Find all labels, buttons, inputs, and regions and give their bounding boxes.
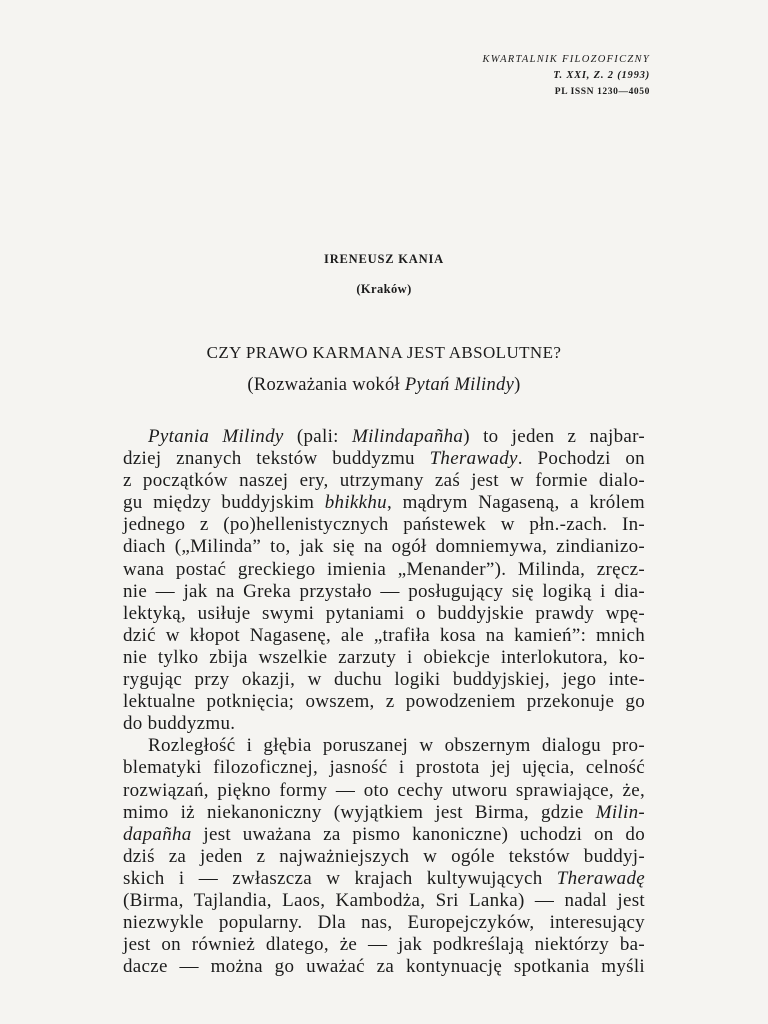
- paragraph: [123, 735, 645, 978]
- text-line: [123, 426, 645, 448]
- text-line: [123, 470, 645, 492]
- text-run: wana postać greckiego imienia „Menander”). Milinda, zręcz-: [123, 558, 645, 580]
- text-run: mimo iż niekanoniczny (wyjątkiem jest Birma, gdzie: [123, 801, 596, 823]
- text-run: jest uważana za pismo kanoniczne) uchodzi on do: [191, 823, 645, 845]
- text-line: [123, 536, 645, 558]
- text-run: nie tylko zbija wszelkie zarzuty i obiekcje interlokutora, ko-: [123, 646, 645, 668]
- text-run: z początków naszej ery, utrzymany zaś jest w formie dialo-: [123, 470, 645, 492]
- text-line: [123, 492, 645, 514]
- text-line: [123, 603, 645, 625]
- text-run: , mądrym Nagaseną, a królem: [386, 492, 645, 514]
- text-run: jest on również dlatego, że — jak podkreślają niektórzy ba-: [123, 934, 645, 956]
- text-run: dzić w kłopot Nagasenę, ale „trafiła kosa na kamień”: mnich: [123, 624, 645, 646]
- italic-term: Therawadę: [556, 867, 645, 889]
- text-run: dziś za jeden z najważniejszych w ogóle tekstów buddyj-: [123, 845, 645, 867]
- text-line: [123, 625, 645, 647]
- text-line: [123, 448, 645, 470]
- journal-header: [482, 52, 650, 100]
- article-subtitle: [123, 373, 645, 397]
- text-run: dziej znanych tekstów buddyzmu: [123, 448, 430, 470]
- italic-term: bhikkhu: [324, 492, 387, 514]
- subtitle-italic-title: Pytań Milindy: [404, 375, 515, 395]
- paragraph: [123, 426, 645, 735]
- text-run: lektyką, usiłuje swymi pytaniami o buddyjskie prawdy wpę-: [123, 602, 645, 624]
- text-run: diach („Milinda” to, jak się na ogół domniemywa, zindianizo-: [123, 536, 645, 558]
- text-run: ) to jeden z najbar-: [463, 426, 646, 447]
- text-line: [123, 514, 645, 536]
- article-author: IRENEUSZ KANIA: [324, 252, 444, 266]
- text-run: . Pochodzi on: [517, 448, 645, 470]
- text-line: [123, 780, 645, 802]
- text-run: niezwykle popularny. Dla nas, Europejczyków, interesujący: [123, 912, 645, 934]
- text-line: [123, 956, 645, 978]
- text-run: (pali:: [283, 426, 352, 447]
- italic-term: Milindapañha: [351, 426, 464, 447]
- journal-name: KWARTALNIK FILOZOFICZNY: [482, 54, 650, 65]
- italic-term: Pytania Milindy: [148, 426, 284, 447]
- journal-issn: PL ISSN 1230—4050: [554, 87, 650, 97]
- journal-issue: T. XXI, Z. 2 (1993): [553, 70, 650, 81]
- text-line: [123, 735, 645, 757]
- text-line: [123, 713, 645, 735]
- subtitle-text: (Rozważania wokół: [247, 375, 405, 395]
- text-run: dacze — można go uważać za kontynuację spotkania myśli: [123, 956, 645, 978]
- text-run: gu między buddyjskim: [123, 492, 325, 514]
- text-line: [123, 912, 645, 934]
- text-line: [123, 559, 645, 581]
- text-line: [123, 647, 645, 669]
- text-run: blematyki filozoficznej, jasność i prostota jej ujęcia, celność: [123, 757, 645, 779]
- text-run: (Birma, Tajlandia, Laos, Kambodża, Sri Lanka) — nadal jest: [123, 889, 645, 911]
- text-run: rozwiązań, piękno formy — oto cechy utworu sprawiające, że,: [123, 779, 645, 801]
- text-run: nie — jak na Greka przystało — posługujący się logiką i dia-: [123, 580, 645, 602]
- text-run: Rozległość i głębia poruszanej w obszernym dialogu pro-: [148, 735, 645, 757]
- text-line: [123, 691, 645, 713]
- subtitle-text: ): [514, 375, 521, 395]
- text-run: rygując przy okazji, w duchu logiki buddyjskiej, jego inte-: [123, 669, 645, 691]
- text-line: [123, 934, 645, 956]
- text-run: jednego z (po)hellenistycznych państewek w płn.-zach. In-: [123, 514, 645, 536]
- text-line: [123, 581, 645, 603]
- text-line: [123, 846, 645, 868]
- text-line: [123, 757, 645, 779]
- italic-term: Milin-: [595, 801, 645, 823]
- italic-term: Therawady: [429, 448, 518, 470]
- text-line: [123, 868, 645, 890]
- article-body: [123, 426, 645, 978]
- article-title: CZY PRAWO KARMANA JEST ABSOLUTNE?: [206, 343, 562, 362]
- author-affiliation: (Kraków): [356, 282, 412, 296]
- text-run: lektualne potknięcia; owszem, z powodzeniem przekonuje go: [123, 691, 645, 713]
- text-line: [123, 890, 645, 912]
- text-run: do buddyzmu.: [123, 713, 236, 735]
- text-line: [123, 802, 645, 824]
- text-line: [123, 669, 645, 691]
- text-line: [123, 824, 645, 846]
- text-run: skich i — zwłaszcza w krajach kultywujących: [123, 867, 557, 889]
- italic-term: dapañha: [123, 823, 192, 845]
